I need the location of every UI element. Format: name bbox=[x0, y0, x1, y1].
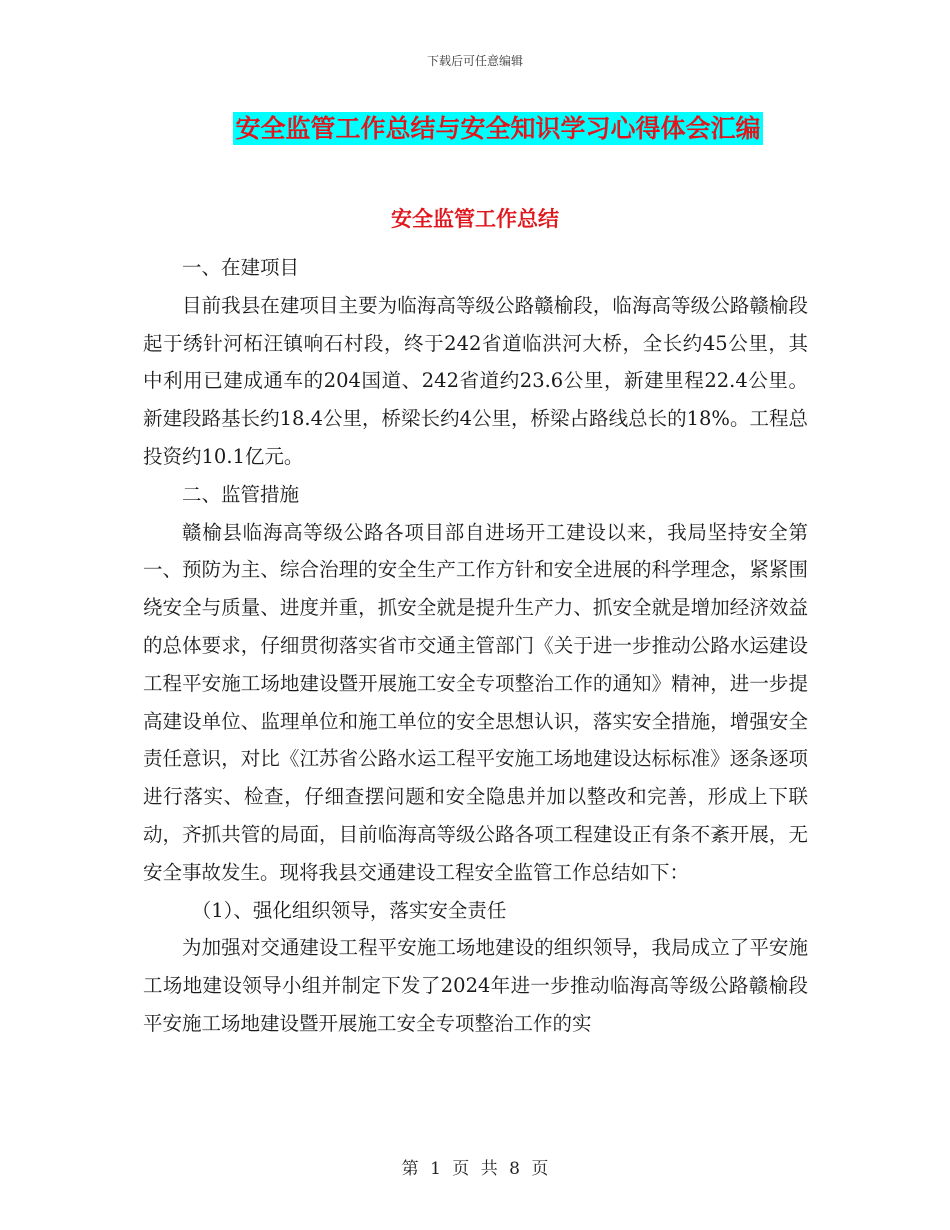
body-paragraph: 为加强对交通建设工程平安施工场地建设的组织领导，我局成立了平安施工场地建设领导小组并制定下发了2024年进一步推动临海高等级公路赣榆段平安施工场地建设暨开展施工安全专项整治工作的实 bbox=[143, 936, 808, 1035]
document-title-text: 安全监管工作总结与安全知识学习心得体会汇编 bbox=[235, 114, 761, 143]
heading-paragraph: 二、监管措施 bbox=[182, 482, 300, 506]
document-title bbox=[0, 112, 950, 146]
document-body bbox=[143, 249, 808, 1043]
section-title: 安全监管工作总结 bbox=[391, 207, 559, 231]
heading-paragraph: 一、在建项目 bbox=[182, 256, 300, 279]
page-footer: 第 1 页 共 8 页 bbox=[401, 1159, 549, 1179]
body-paragraph: 赣榆县临海高等级公路各项目部自进场开工建设以来，我局坚持安全第一、预防为主、综合治理的安全生产工作方针和安全进展的科学理念，紧紧围绕安全与质量、进度并重，抓安全就是提升生产力、抓安全就是增加经济效益的总体要求，仔细贯彻落实省市交通主管部门《关于进一步推动公路水运建设工程平安施工场地建设暨开展施工安全专项整治工作的通知》精神，进一步提高建设单位、监理单位和施工单位的安全思想认识，落实安全措施，增强安全责任意识，对比《江苏省公路水运工程平安施工场地建设达标标准》逐条逐项进行落实、检查，仔细查摆问题和安全隐患并加以整改和完善，形成上下联动，齐抓共管的局面，目前临海高等级公路各项工程建设正有条不紊开展，无安全事故发生。现将我县交通建设工程安全监管工作总结如下： bbox=[143, 520, 808, 884]
subheading-paragraph: （1）、强化组织领导，落实安全责任 bbox=[191, 898, 507, 922]
body-paragraph: 目前我县在建项目主要为临海高等级公路赣榆段，临海高等级公路赣榆段起于绣针河柘汪镇响石村段，终于242省道临洪河大桥，全长约45公里，其中利用已建成通车的204国道、242省道约23.6公里，新建里程22.4公里。新建段路基长约18.4公里，桥梁长约4公里，桥梁占路线总长的18%。工程总投资约10.1亿元。 bbox=[143, 293, 808, 468]
header-note: 下载后可任意编辑 bbox=[426, 54, 523, 68]
